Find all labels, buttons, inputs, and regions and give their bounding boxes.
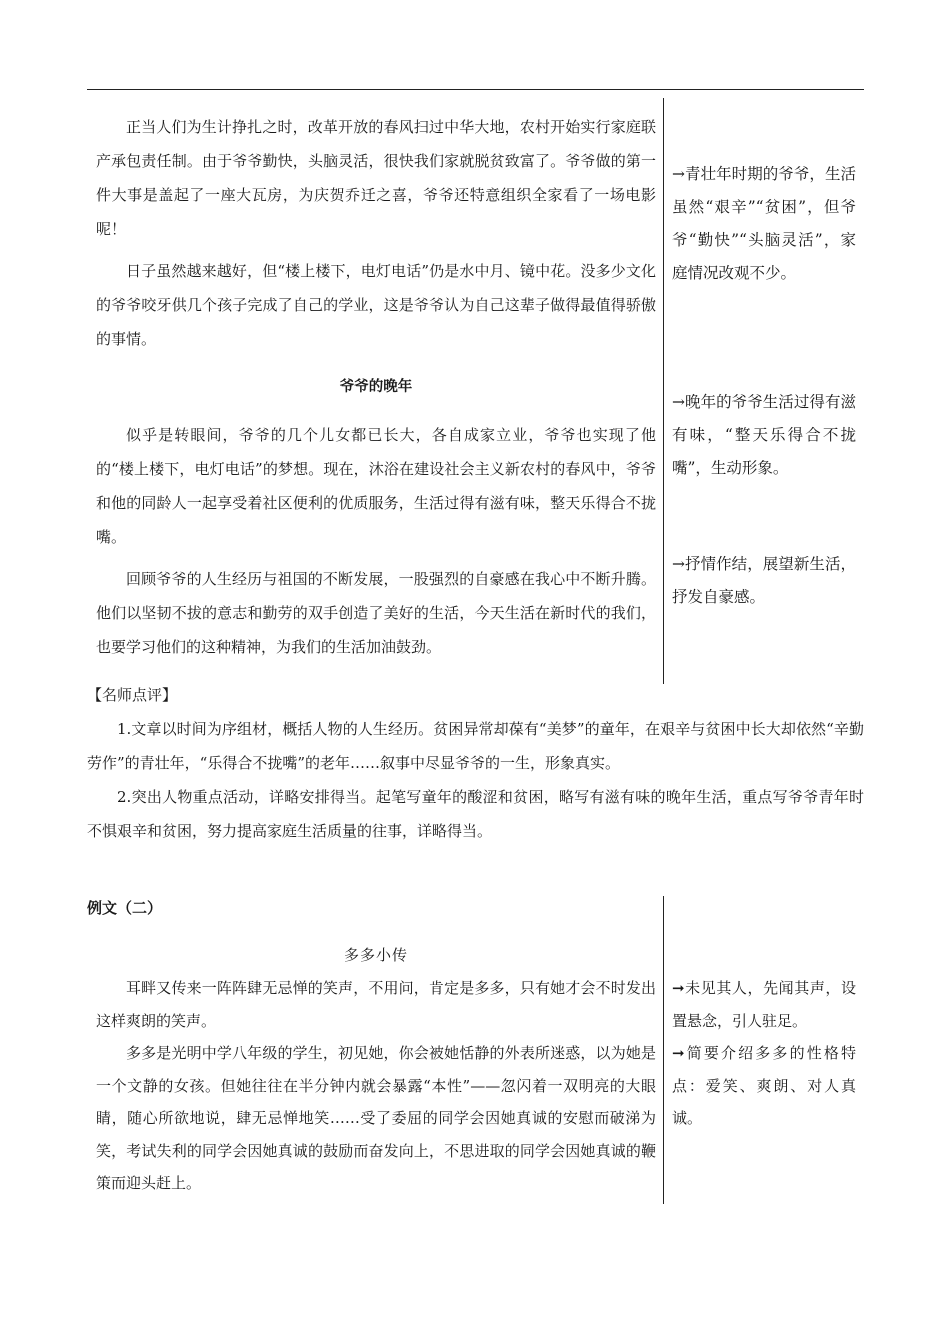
column-divider — [663, 896, 664, 1204]
margin-note: ➞未见其人，先闻其声，设置悬念，引人驻足。 — [672, 979, 856, 1030]
paragraph-conclusion: 回顾爷爷的人生经历与祖国的不断发展，一股强烈的自豪感在我心中不断升腾。他们以坚韧不拔的意志和勤劳的双手创造了美好的生活，今天生活在新时代的我们，也要学习他们的这种精神，为我们的生活加油鼓劲。 — [96, 570, 656, 656]
paragraph-old-age: 似乎是转眼间，爷爷的几个儿女都已长大，各自成家立业，爷爷也实现了他的“楼上楼下，电灯电话”的梦想。现在，沐浴在建设社会主义新农村的春风中，爷爷和他的同龄人一起享受着社区便利的优质服务，生活过得有滋有味，整天乐得合不拢嘴。 — [96, 426, 656, 546]
column-divider — [663, 98, 664, 684]
section-title: 爷爷的晚年 — [339, 378, 413, 395]
margin-note: →青壮年时期的爷爷，生活虽然“艰辛”“贫困”，但爷爷“勤快”“头脑灵活”，家庭情况改观不少。 — [672, 165, 856, 282]
comment-item: 1.文章以时间为序组材，概括人物的人生经历。贫困异常却葆有“美梦”的童年，在艰辛与贫困中长大却依然“辛勤劳作”的青壮年，“乐得合不拢嘴”的老年……叙事中尽显爷爷的一生，形象真实。 — [87, 720, 864, 772]
teacher-comment — [87, 678, 864, 848]
essay-paragraph — [96, 254, 656, 356]
margin-note: ➞简要介绍多多的性格特点：爱笑、爽朗、对人真诚。 — [672, 1044, 856, 1127]
top-rule — [87, 89, 864, 90]
example-title: 多多小传 — [343, 946, 408, 964]
margin-note: →抒情作结，展望新生活，抒发自豪感。 — [672, 555, 856, 606]
paragraph-education: 日子虽然越来越好，但“楼上楼下，电灯电话”仍是水中月、镜中花。没多少文化的爷爷咬牙供几个孩子完成了自己的学业，这是爷爷认为自己这辈子做得最值得骄傲的事情。 — [96, 262, 656, 348]
essay-paragraph — [96, 110, 656, 246]
example-label: 例文（二） — [87, 899, 163, 917]
essay-paragraph — [96, 418, 656, 554]
margin-note: →晚年的爷爷生活过得有滋有味，“整天乐得合不拢嘴”，生动形象。 — [672, 393, 856, 477]
paragraph-character: 多多是光明中学八年级的学生，初见她，你会被她恬静的外表所迷惑，以为她是一个文静的女孩。但她往往在半分钟内就会暴露“本性”——忽闪着一双明亮的大眼睛，随心所欲地说，肆无忌惮地笑……受了委屈的同学会因她真诚的安慰而破涕为笑，考试失利的同学会因她真诚的鼓励而奋发向上，不思进取的同学会因她真诚的鞭策而迎头赶上。 — [96, 1044, 656, 1192]
essay-paragraph — [96, 972, 656, 1200]
comment-heading: 【名师点评】 — [87, 686, 178, 704]
paragraph-laughter: 耳畔又传来一阵阵肆无忌惮的笑声，不用问，肯定是多多，只有她才会不时发出这样爽朗的笑声。 — [96, 979, 656, 1030]
comment-item: 2.突出人物重点活动，详略安排得当。起笔写童年的酸涩和贫困，略写有滋有味的晚年生活，重点写爷爷青年时不惧艰辛和贫困，努力提高家庭生活质量的往事，详略得当。 — [87, 788, 864, 840]
essay-paragraph — [96, 562, 656, 664]
paragraph-reform: 正当人们为生计挣扎之时，改革开放的春风扫过中华大地，农村开始实行家庭联产承包责任制。由于爷爷勤快，头脑灵活，很快我们家就脱贫致富了。爷爷做的第一件大事是盖起了一座大瓦房，为庆贺乔迁之喜，爷爷还特意组织全家看了一场电影呢！ — [96, 118, 656, 238]
